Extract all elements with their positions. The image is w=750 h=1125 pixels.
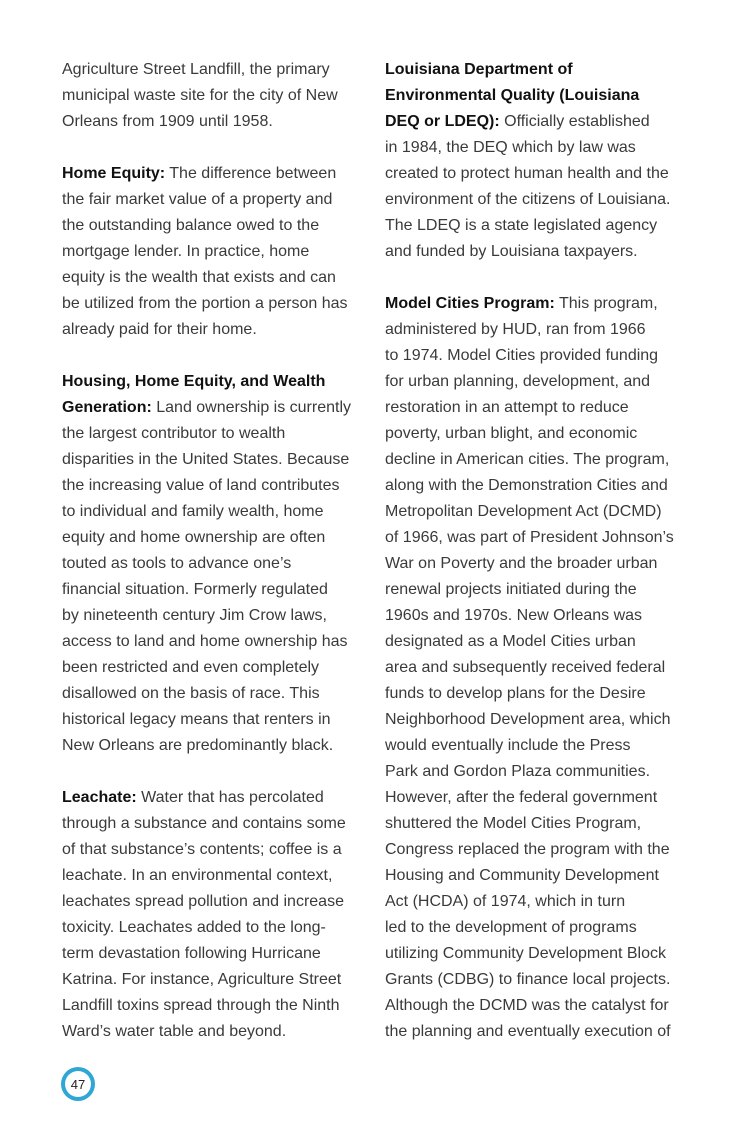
text-line: Landfill toxins spread through the Ninth (62, 997, 340, 1014)
text-line: leachate. In an environmental context, (62, 867, 333, 884)
text-line: leachates spread pollution and increase (62, 893, 344, 910)
text-line: term devastation following Hurricane (62, 945, 321, 962)
text-line: Park and Gordon Plaza communities. (385, 763, 651, 780)
text-line: Although the DCMD was the catalyst for (385, 997, 669, 1014)
text-line: However, after the federal government (385, 789, 658, 806)
text-line: created to protect human health and the (385, 165, 669, 182)
definition-text: Land ownership is currently (151, 399, 352, 416)
definition-text: Officially established (499, 113, 650, 130)
text-line: shuttered the Model Cities Program, (385, 815, 642, 832)
text-line: area and subsequently received federal (385, 659, 666, 676)
text-line: touted as tools to advance one’s (62, 555, 292, 572)
text-line: New Orleans are predominantly black. (62, 737, 334, 754)
text-line: through a substance and contains some (62, 815, 346, 832)
entry-home-equity (62, 161, 362, 343)
page-number: 47 (65, 1071, 91, 1097)
text-line: the largest contributor to wealth (62, 425, 286, 442)
text-line: environment of the citizens of Louisiana. (385, 191, 671, 208)
text-line: administered by HUD, ran from 1966 (385, 321, 646, 338)
term-model-cities: Model Cities Program: (385, 295, 555, 312)
text-line: for urban planning, development, and (385, 373, 651, 390)
text-line: to 1974. Model Cities provided funding (385, 347, 659, 364)
text-line: utilizing Community Development Block (385, 945, 666, 962)
text-line: historical legacy means that renters in (62, 711, 331, 728)
text-line: poverty, urban blight, and economic (385, 425, 638, 442)
page-number-badge (61, 1067, 95, 1101)
text-line: in 1984, the DEQ which by law was (385, 139, 636, 156)
term-home-equity: Home Equity: (62, 165, 166, 182)
text-line: toxicity. Leachates added to the long- (62, 919, 326, 936)
text-line: funds to develop plans for the Desire (385, 685, 646, 702)
text-line: already paid for their home. (62, 321, 257, 338)
text-line: renewal projects initiated during the (385, 581, 637, 598)
entry-leachate (62, 785, 362, 1045)
text-line: and funded by Louisiana taxpayers. (385, 243, 638, 260)
text-line: Neighborhood Development area, which (385, 711, 671, 728)
text-line: restoration in an attempt to reduce (385, 399, 629, 416)
text-line: to individual and family wealth, home (62, 503, 324, 520)
text-line: The LDEQ is a state legislated agency (385, 217, 658, 234)
text-line: Ward’s water table and beyond. (62, 1023, 287, 1040)
term-housing-line2: Generation: (62, 399, 152, 416)
term-ldeq-line2: Environmental Quality (Louisiana (385, 87, 640, 104)
text-line: led to the development of programs (385, 919, 637, 936)
term-leachate: Leachate: (62, 789, 137, 806)
text-line: Congress replaced the program with the (385, 841, 670, 858)
term-ldeq-line1: Louisiana Department of (385, 61, 573, 78)
text-line: access to land and home ownership has (62, 633, 348, 650)
text-line: Housing and Community Development (385, 867, 659, 884)
text-line: Metropolitan Development Act (DCMD) (385, 503, 662, 520)
text-line: equity is the wealth that exists and can (62, 269, 336, 286)
left-column (62, 57, 362, 1045)
text-line: 1960s and 1970s. New Orleans was (385, 607, 643, 624)
text-line: mortgage lender. In practice, home (62, 243, 310, 260)
text-line: War on Poverty and the broader urban (385, 555, 658, 572)
text-line: decline in American cities. The program, (385, 451, 670, 468)
entry-ldeq (385, 57, 691, 265)
text-line: Katrina. For instance, Agriculture Street (62, 971, 342, 988)
text-line: of 1966, was part of President Johnson’s (385, 529, 674, 546)
text-line: municipal waste site for the city of New (62, 87, 338, 104)
text-line: the fair market value of a property and (62, 191, 333, 208)
text-line: along with the Demonstration Cities and (385, 477, 668, 494)
text-line: the planning and eventually execution of (385, 1023, 671, 1040)
text-line: the increasing value of land contributes (62, 477, 340, 494)
text-line: financial situation. Formerly regulated (62, 581, 328, 598)
text-line: be utilized from the portion a person has (62, 295, 348, 312)
text-line: would eventually include the Press (385, 737, 631, 754)
text-line: of that substance’s contents; coffee is a (62, 841, 342, 858)
entry-model-cities (385, 291, 691, 1045)
definition-text: This program, (554, 295, 658, 312)
term-housing-line1: Housing, Home Equity, and Wealth (62, 373, 326, 390)
text-line: Orleans from 1909 until 1958. (62, 113, 273, 130)
text-line: the outstanding balance owed to the (62, 217, 320, 234)
text-line: equity and home ownership are often (62, 529, 326, 546)
text-line: by nineteenth century Jim Crow laws, (62, 607, 327, 624)
entry-housing-wealth (62, 369, 362, 759)
text-line: designated as a Model Cities urban (385, 633, 636, 650)
text-line: Act (HCDA) of 1974, which in turn (385, 893, 626, 910)
term-ldeq-line3: DEQ or LDEQ): (385, 113, 500, 130)
text-line: been restricted and even completely (62, 659, 320, 676)
definition-text: The difference between (165, 165, 337, 182)
paragraph-continuation (62, 57, 362, 135)
text-line: disallowed on the basis of race. This (62, 685, 320, 702)
text-line: disparities in the United States. Because (62, 451, 350, 468)
text-line: Agriculture Street Landfill, the primary (62, 61, 330, 78)
definition-text: Water that has percolated (136, 789, 324, 806)
right-column (385, 57, 691, 1045)
text-line: Grants (CDBG) to finance local projects. (385, 971, 671, 988)
